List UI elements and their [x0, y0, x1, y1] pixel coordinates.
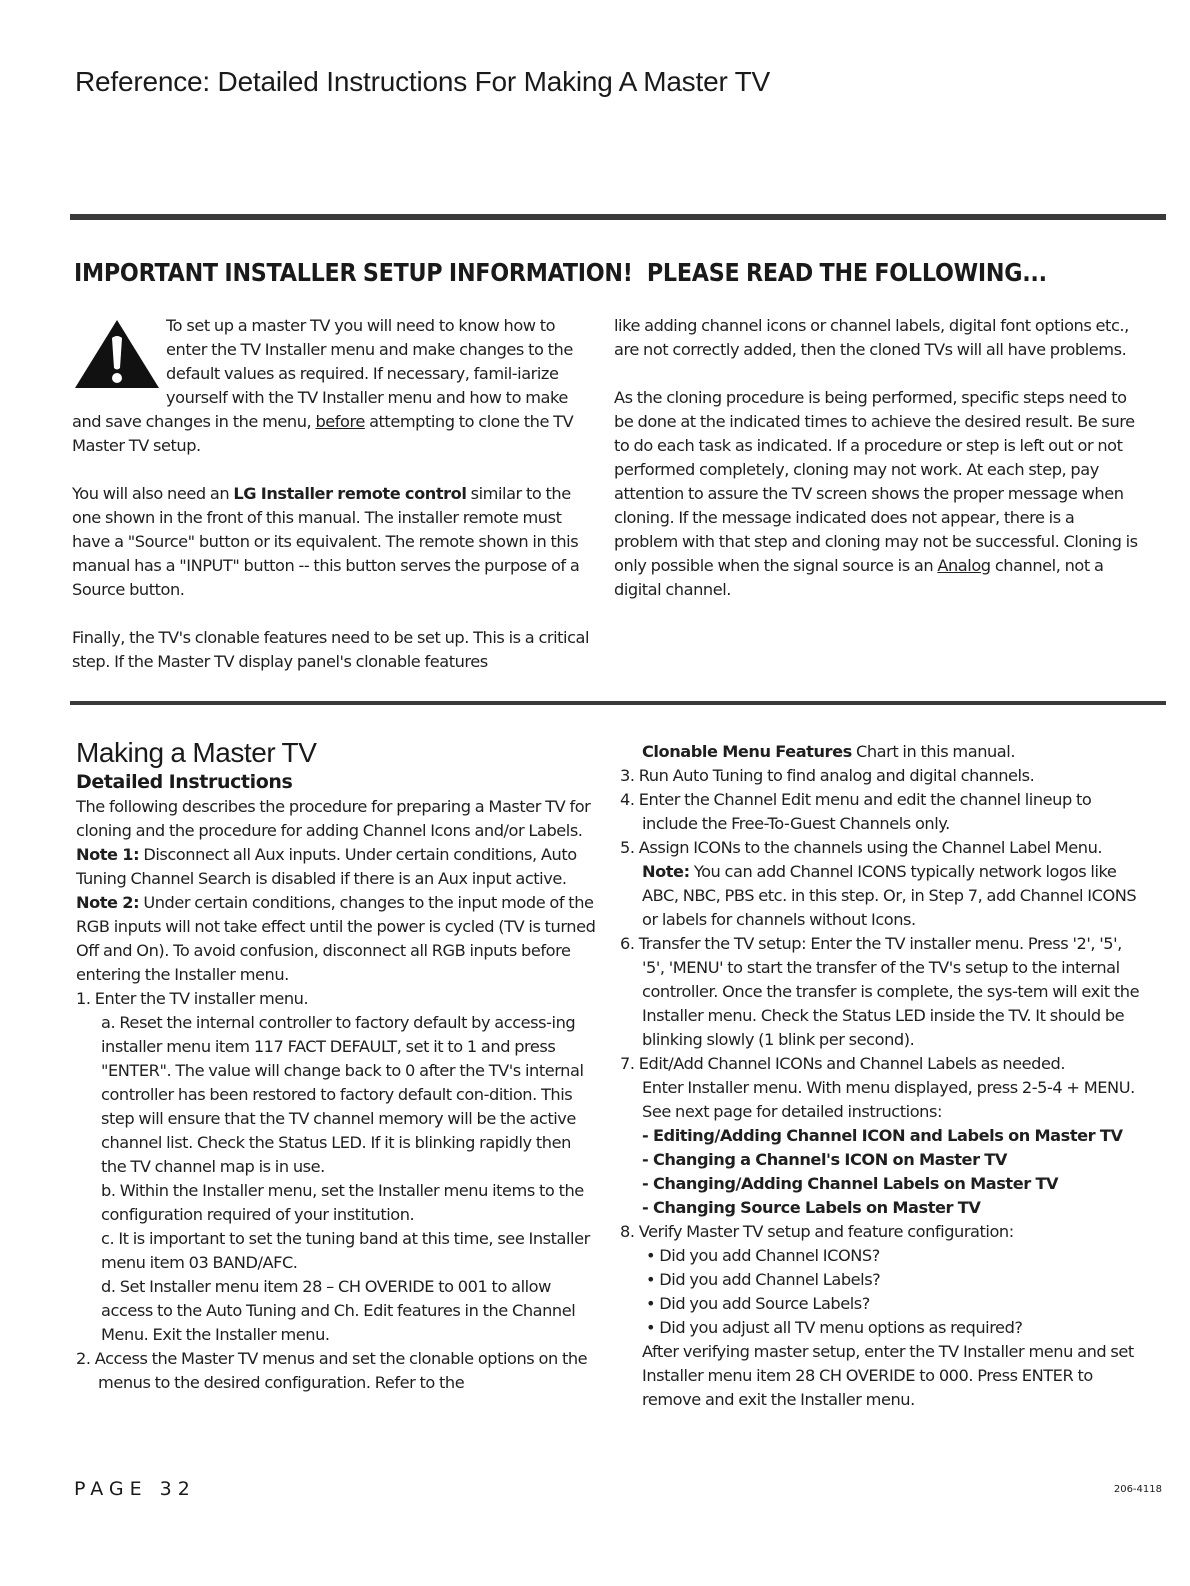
middle-divider [70, 701, 1166, 705]
step-8-item: • Did you add Channel Labels? [646, 1270, 881, 1289]
step-1d: d. Set Installer menu item 28 – CH OVERIDE to 001 to allow access to the Auto Tuning and Ch. Edit features in the Channel Menu. Exit the Installer menu. [101, 1277, 576, 1344]
step-7-item: - Changing a Channel's ICON on Master TV [642, 1150, 1007, 1169]
step-8-item: • Did you adjust all TV menu options as required? [646, 1318, 1023, 1337]
step-6: 6. Transfer the TV setup: Enter the TV installer menu. Press '2', '5', '5', 'MENU' to start the transfer of the TV's setup to the internal controller. Once the transfer is complete, the sys-tem will exit the Installer menu. Check the Status LED inside the TV. It should be blinking slowly (1 blink per second). [620, 934, 1140, 1049]
page-number: PAGE 32 [74, 1478, 196, 1500]
banner-right: PLEASE READ THE FOLLOWING... [646, 258, 1047, 287]
step-8-item: • Did you add Channel ICONS? [646, 1246, 880, 1265]
step-1b: b. Within the Installer menu, set the Installer menu items to the configuration required of your institution. [101, 1181, 584, 1224]
section-subtitle: Detailed Instructions [76, 771, 293, 793]
making-right-column [620, 740, 1143, 1412]
step-2-continued: Clonable Menu Features Chart in this manual. [642, 742, 1016, 761]
step-8-conclusion: After verifying master setup, enter the TV Installer menu and set Installer menu item 28 CH OVERIDE to 000. Press ENTER to remove and exit the Installer menu. [642, 1342, 1134, 1409]
intro-right-column [614, 314, 1139, 602]
step-5-note: Note: You can add Channel ICONS typically network logos like ABC, NBC, PBS etc. in this step. Or, in Step 7, add Channel ICONS or labels for channels without Icons. [642, 862, 1137, 929]
step-1a: a. Reset the internal controller to factory default by access-ing installer menu item 117 FACT DEFAULT, set it to 1 and press "ENTER". The value will change back to 0 after the TV's internal controller has been restored to factory default con-dition. This step will ensure that the TV channel memory will be the active channel list. Check the Status LED. If it is blinking rapidly then the TV channel map is in use. [101, 1013, 584, 1176]
step-7-item: - Changing Source Labels on Master TV [642, 1198, 981, 1217]
section-title: Making a Master TV [76, 737, 317, 768]
important-banner [74, 258, 1047, 287]
step-7-item: - Editing/Adding Channel ICON and Labels on Master TV [642, 1126, 1123, 1145]
banner-left: IMPORTANT INSTALLER SETUP INFORMATION! [74, 258, 633, 287]
step-5: 5. Assign ICONs to the channels using the Channel Label Menu. [620, 838, 1103, 857]
page-title: Reference: Detailed Instructions For Making A Master TV [75, 66, 771, 97]
step-1c: c. It is important to set the tuning band at this time, see Installer menu item 03 BAND/AFC. [101, 1229, 590, 1272]
intro-left-paragraph-3: Finally, the TV's clonable features need to be set up. This is a critical step. If the Master TV display panel's clonable features [72, 628, 590, 671]
step-7: 7. Edit/Add Channel ICONs and Channel Labels as needed. [620, 1054, 1066, 1073]
before-underlined: before [315, 412, 365, 431]
step-1: 1. Enter the TV installer menu. [76, 989, 309, 1008]
intro-left-paragraph-1: To set up a master TV you will need to know how to enter the TV Installer menu and make changes to the default values as required. If necessary, famil-iarize yourself with the TV Installer menu and how to make and save changes in the menu, before attempting to clone the TV Master TV setup. [72, 316, 574, 455]
note-2: Note 2: Under certain conditions, changes to the input mode of the RGB inputs will not take effect until the power is cycled (TV is turned Off and On). To avoid confusion, disconnect all RGB inputs before entering the Installer menu. [76, 893, 596, 984]
note-1: Note 1: Disconnect all Aux inputs. Under certain conditions, Auto Tuning Channel Search is disabled if there is an Aux input active. [76, 845, 577, 888]
step-4: 4. Enter the Channel Edit menu and edit the channel lineup to include the Free-To-Guest Channels only. [620, 790, 1092, 833]
intro-right-paragraph-2: As the cloning procedure is being performed, specific steps need to be done at the indicated times to achieve the desired result. Be sure to do each task as indicated. If a procedure or step is left out or not performed completely, cloning may not work. At each step, pay attention to assure the TV screen shows the proper message when cloning. If the message indicated does not appear, there is a problem with that step and cloning may not be successful. Cloning is only possible when the signal source is an Analog channel, not a digital channel. [614, 388, 1138, 599]
step-8-item: • Did you add Source Labels? [646, 1294, 870, 1313]
step-3: 3. Run Auto Tuning to find analog and digital channels. [620, 766, 1035, 785]
intro-left-paragraph-2: You will also need an LG Installer remote control similar to the one shown in the front of this manual. The installer remote must have a "Source" button or its equivalent. The remote shown in this manual has a "INPUT" button -- this button serves the purpose of a Source button. [72, 484, 580, 599]
top-divider [70, 214, 1166, 220]
step-7-item: - Changing/Adding Channel Labels on Master TV [642, 1174, 1059, 1193]
intro-right-paragraph-1: like adding channel icons or channel labels, digital font options etc., are not correctly added, then the cloned TVs will all have problems. [614, 316, 1129, 359]
step-7-detail: Enter Installer menu. With menu displayed, press 2-5-4 + MENU. See next page for detailed instructions: [642, 1078, 1135, 1121]
intro-left-column [72, 314, 596, 674]
lg-remote-bold: LG Installer remote control [233, 484, 467, 503]
step-2: 2. Access the Master TV menus and set the clonable options on the menus to the desired configuration. Refer to the [76, 1349, 588, 1392]
step-8: 8. Verify Master TV setup and feature configuration: [620, 1222, 1014, 1241]
making-intro: The following describes the procedure for preparing a Master TV for cloning and the procedure for adding Channel Icons and/or Labels. [76, 797, 591, 840]
warning-triangle-icon [72, 318, 162, 390]
analog-underlined: Analog [937, 556, 991, 575]
document-number: 206-4118 [1113, 1484, 1162, 1495]
making-left-column [76, 737, 600, 1395]
